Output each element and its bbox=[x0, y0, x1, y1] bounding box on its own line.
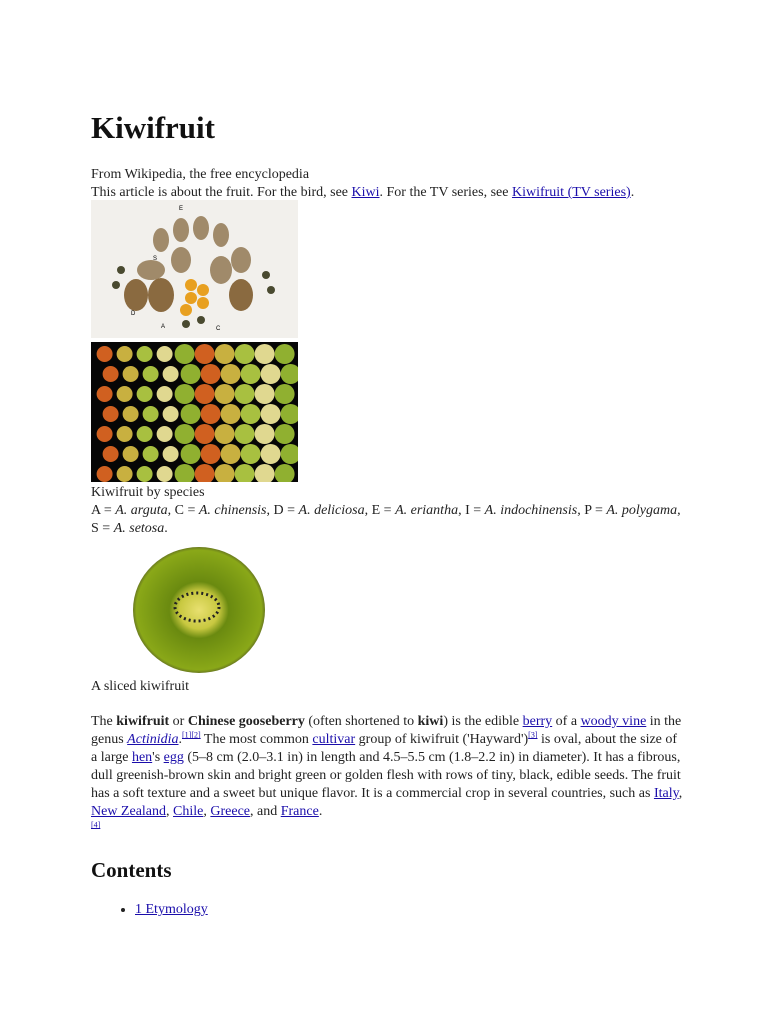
cultivar-link[interactable]: cultivar bbox=[312, 732, 356, 747]
kiwi-slice bbox=[143, 406, 159, 422]
citation-3[interactable]: [3] bbox=[528, 730, 538, 740]
page-title: Kiwifruit bbox=[91, 110, 215, 145]
kiwi-slice bbox=[215, 344, 235, 364]
species-sliced-illustration bbox=[91, 342, 298, 482]
kiwi-slice bbox=[175, 464, 195, 482]
kiwi-slice bbox=[97, 466, 113, 482]
berry-link[interactable]: berry bbox=[522, 714, 553, 729]
kiwi-slice bbox=[275, 424, 295, 444]
kiwi-slice bbox=[143, 446, 159, 462]
kiwi-slice bbox=[255, 424, 275, 444]
kiwi-slice bbox=[157, 386, 173, 402]
kiwi-slice bbox=[103, 406, 119, 422]
actinidia-link[interactable]: Actinidia bbox=[127, 732, 179, 747]
kiwi-slice bbox=[215, 424, 235, 444]
citation-4[interactable]: [4] bbox=[91, 820, 101, 830]
kiwi-slice bbox=[281, 364, 298, 384]
kiwi-slice bbox=[221, 404, 241, 424]
italy-link[interactable]: Italy bbox=[653, 786, 679, 801]
kiwi-slice bbox=[201, 404, 221, 424]
kiwi-bird-link[interactable]: Kiwi bbox=[351, 185, 380, 200]
kiwi-slice bbox=[175, 384, 195, 404]
slice-caption: A sliced kiwifruit bbox=[91, 679, 189, 694]
lead-paragraph: The kiwifruit or Chinese gooseberry (often shortened to kiwi) is the edible berry of a woody vine in the genus Actinidia.[1][2] The most common cultivar group of kiwifruit ('Hayward')[3] is oval, about the size of a large hen's egg (5–8 cm (2.0–3.1 in) in length and 4.5–5.5 cm (1.8–2.2 in) in diameter). It has a fibrous, dull greenish-brown skin and bright green or golden flesh with rows of tiny, black, edible seeds. The fruit has a soft texture and a sweet but unique flavor. It is a commercial crop in several countries, such as Italy, New Zealand, Chile, Greece, and France. [4] bbox=[91, 714, 683, 830]
kiwi-slice bbox=[181, 444, 201, 464]
hatnote-text: This article is about the fruit. For the bird, see bbox=[91, 185, 352, 200]
greece-link[interactable]: Greece bbox=[210, 804, 251, 819]
image-label: S bbox=[153, 256, 158, 262]
kiwi-slice bbox=[157, 346, 173, 362]
kiwi-slice bbox=[241, 404, 261, 424]
kiwi-slice bbox=[97, 346, 113, 362]
kiwi-slice bbox=[143, 366, 159, 382]
contents-list bbox=[91, 902, 208, 918]
kiwi-slice bbox=[157, 466, 173, 482]
species-sliced-image[interactable] bbox=[91, 342, 298, 482]
kiwi-slice bbox=[255, 464, 275, 482]
kiwi-slice bbox=[103, 366, 119, 382]
hatnote-text: . For the TV series, see bbox=[379, 185, 512, 200]
kiwi-slice bbox=[235, 464, 255, 482]
kiwi-slice bbox=[97, 426, 113, 442]
sliced-kiwi-image[interactable] bbox=[131, 545, 267, 675]
kiwi-slice bbox=[123, 366, 139, 382]
caption-species-list: A = A. arguta, C = A. chinensis, D = A. deliciosa, E = A. eriantha, I = A. indochinensis, P = A. polygama, S = A. setosa. bbox=[91, 503, 681, 536]
kiwi-slice bbox=[137, 426, 153, 442]
contents-item bbox=[135, 902, 208, 918]
kiwi-slice bbox=[215, 464, 235, 482]
kiwi-slice bbox=[221, 364, 241, 384]
kiwi-slice bbox=[175, 424, 195, 444]
kiwi-slice bbox=[201, 364, 221, 384]
kiwi-slice bbox=[201, 444, 221, 464]
kiwi-slice bbox=[261, 444, 281, 464]
tagline: From Wikipedia, the free encyclopedia bbox=[91, 167, 310, 182]
kiwi-slice bbox=[235, 384, 255, 404]
species-fruit-illustration bbox=[91, 200, 298, 338]
kiwi-slice bbox=[255, 384, 275, 404]
kiwi-slice bbox=[181, 364, 201, 384]
hatnote-text: . bbox=[630, 185, 635, 200]
kiwi-slice bbox=[235, 344, 255, 364]
kiwi-slice bbox=[261, 364, 281, 384]
kiwi-slice bbox=[215, 384, 235, 404]
citation-1-2[interactable]: [1][2] bbox=[182, 730, 201, 740]
kiwi-slice bbox=[221, 444, 241, 464]
kiwi-slice bbox=[157, 426, 173, 442]
kiwi-slice bbox=[241, 364, 261, 384]
kiwi-slice bbox=[97, 386, 113, 402]
kiwi-slice bbox=[117, 346, 133, 362]
kiwi-slice bbox=[163, 446, 179, 462]
kiwi-slice bbox=[275, 464, 295, 482]
image-label: D bbox=[131, 311, 136, 317]
kiwi-slice bbox=[195, 344, 215, 364]
kiwi-slice bbox=[163, 366, 179, 382]
kiwi-slice bbox=[275, 344, 295, 364]
kiwi-slice bbox=[117, 426, 133, 442]
france-link[interactable]: France bbox=[280, 804, 319, 819]
kiwi-slice bbox=[175, 344, 195, 364]
species-caption bbox=[91, 484, 683, 538]
kiwi-slice-illustration bbox=[131, 545, 267, 675]
kiwi-slice bbox=[137, 386, 153, 402]
kiwi-slice bbox=[241, 444, 261, 464]
woody-vine-link[interactable]: woody vine bbox=[580, 714, 647, 729]
kiwi-slice bbox=[103, 446, 119, 462]
contents-heading: Contents bbox=[91, 858, 172, 882]
kiwi-slice bbox=[261, 404, 281, 424]
etymology-link[interactable]: 1 Etymology bbox=[135, 902, 208, 917]
kiwi-slice bbox=[137, 346, 153, 362]
kiwi-slice bbox=[137, 466, 153, 482]
kiwi-slice bbox=[281, 444, 298, 464]
kiwi-slice bbox=[235, 424, 255, 444]
chile-link[interactable]: Chile bbox=[173, 804, 204, 819]
kiwi-slice bbox=[195, 464, 215, 482]
caption-title: Kiwifruit by species bbox=[91, 485, 205, 500]
kiwi-slice bbox=[163, 406, 179, 422]
kiwi-slice bbox=[195, 384, 215, 404]
kiwi-slice bbox=[123, 446, 139, 462]
image-label: E bbox=[179, 206, 184, 212]
hen-link[interactable]: hen bbox=[131, 750, 153, 765]
new-zealand-link[interactable]: New Zealand bbox=[91, 804, 167, 819]
tv-series-link[interactable]: Kiwifruit (TV series) bbox=[511, 185, 631, 200]
species-fruit-image[interactable] bbox=[91, 200, 298, 338]
kiwi-slice bbox=[117, 466, 133, 482]
kiwi-slice bbox=[255, 344, 275, 364]
kiwi-slice bbox=[275, 384, 295, 404]
kiwi-slice bbox=[281, 404, 298, 424]
header-text bbox=[91, 166, 634, 202]
image-label: C bbox=[216, 326, 221, 332]
egg-link[interactable]: egg bbox=[163, 750, 184, 765]
image-label: A bbox=[161, 324, 166, 330]
kiwi-slice bbox=[117, 386, 133, 402]
kiwi-slice bbox=[123, 406, 139, 422]
kiwi-slice bbox=[195, 424, 215, 444]
kiwi-slice bbox=[181, 404, 201, 424]
